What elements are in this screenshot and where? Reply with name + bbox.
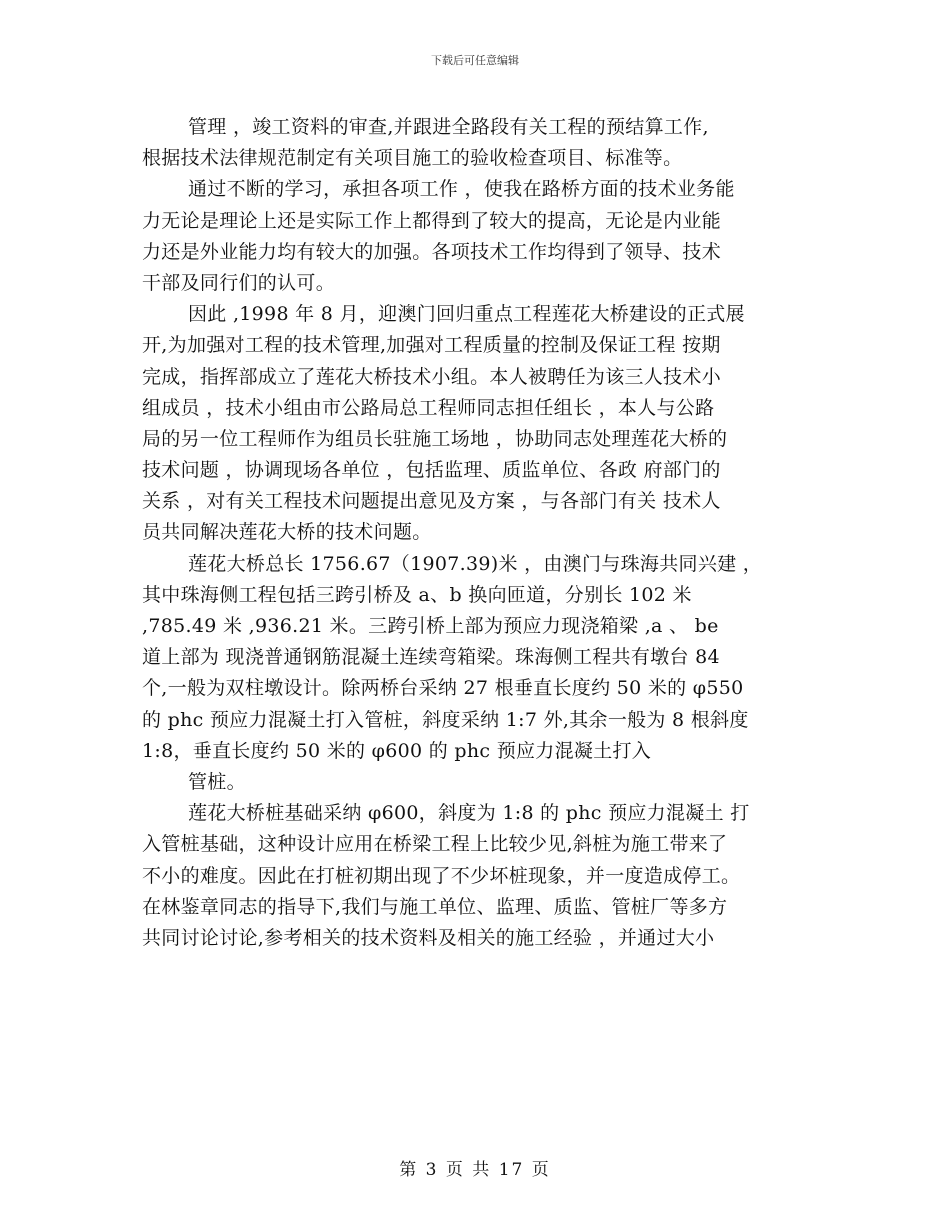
- text-line: 不小的难度。因此在打桩初期出现了不少坏桩现象，并一度造成停工。: [142, 864, 741, 887]
- text-line: 局的另一位工程师作为组员长驻施工场地 ，协助同志处理莲花大桥的: [142, 427, 728, 450]
- text-line: 莲花大桥总长 1756.67（1907.39)米 ，由澳门与珠海共同兴建 ，: [188, 552, 763, 575]
- text-line: 入管桩基础，这种设计应用在桥梁工程上比较少见,斜桩为施工带来了: [142, 833, 728, 856]
- text-line: 开,为加强对工程的技术管理,加强对工程质量的控制及保证工程 按期: [142, 334, 721, 357]
- text-line: 共同讨论讨论,参考相关的技术资料及相关的施工经验 ，并通过大小: [142, 926, 715, 949]
- text-line: 管理 ，竣工资料的审查,并跟进全路段有关工程的预结算工作,: [188, 116, 709, 138]
- document-body: [142, 112, 810, 954]
- text-line: 根据技术法律规范制定有关项目施工的验收检查项目、标准等。: [142, 147, 683, 170]
- text-line: 关系 ，对有关工程技术问题提出意见及方案 ，与各部门有关 技术人: [142, 490, 721, 513]
- text-line: 干部及同行们的认可。: [142, 271, 336, 294]
- text-line: 力还是外业能力均有较大的加强。各项技术工作均得到了领导、技术: [142, 240, 722, 263]
- text-line: 其中珠海侧工程包括三跨引桥及 a、b 换向匝道，分别长 102 米: [142, 583, 692, 606]
- text-line: 员共同解决莲花大桥的技术问题。: [142, 521, 432, 544]
- text-line: 技术问题 ，协调现场各单位 ，包括监理、质监单位、各政 府部门的: [142, 459, 721, 482]
- text-line: 力无论是理论上还是实际工作上都得到了较大的提高，无论是内业能: [142, 209, 722, 232]
- page-footer: 第 3 页 共 17 页: [399, 1160, 551, 1180]
- text-line: 的 phc 预应力混凝土打入管桩，斜度采纳 1:7 外,其余一般为 8 根斜度: [142, 708, 749, 731]
- text-line: 管桩。: [188, 770, 246, 793]
- text-line: 1:8，垂直长度约 50 米的 φ600 的 phc 预应力混凝土打入: [142, 739, 652, 762]
- text-line: 完成，指挥部成立了莲花大桥技术小组。本人被聘任为该三人技术小: [142, 365, 722, 388]
- text-line: 组成员 ，技术小组由市公路局总工程师同志担任组长 ，本人与公路: [142, 396, 715, 419]
- text-line: 通过不断的学习，承担各项工作 ，使我在路桥方面的技术业务能: [188, 178, 735, 201]
- text-line: 道上部为 现浇普通钢筋混凝土连续弯箱梁。珠海侧工程共有墩台 84: [142, 646, 720, 669]
- page-header: 下载后可任意编辑: [431, 54, 519, 67]
- text-line: 莲花大桥桩基础采纳 φ600，斜度为 1:8 的 phc 预应力混凝土 打: [188, 802, 750, 825]
- text-line: 个,一般为双柱墩设计。除两桥台采纳 27 根垂直长度约 50 米的 φ550: [142, 677, 744, 700]
- text-line: 因此 ,1998 年 8 月，迎澳门回归重点工程莲花大桥建设的正式展: [188, 303, 745, 326]
- text-line: 在林鉴章同志的指导下,我们与施工单位、监理、质监、管桩厂等多方: [142, 895, 728, 918]
- text-line: ,785.49 米 ,936.21 米。三跨引桥上部为预应力现浇箱梁 ,a 、 be: [142, 615, 719, 637]
